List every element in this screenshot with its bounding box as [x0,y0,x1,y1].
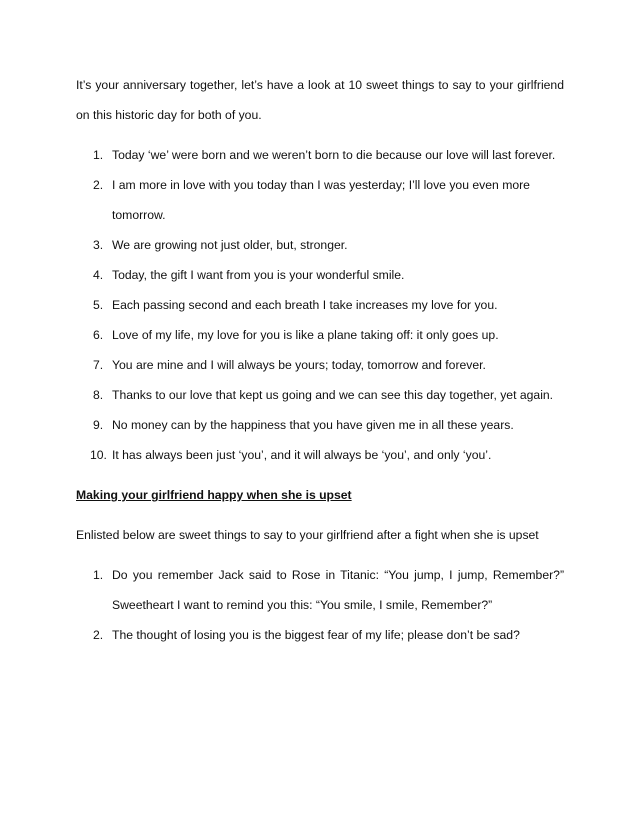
list-text: Today ‘we’ were born and we weren’t born to die because our love will last forever. [112,148,556,162]
list-item [76,410,564,440]
section-heading: Making your girlfriend happy when she is upset [76,488,352,502]
document-page [76,70,564,660]
intro-paragraph: It’s your anniversary together, let’s have a look at 10 sweet things to say to your girlfriend on this historic day for both of you. [76,78,564,122]
list-item [76,560,564,620]
list-number: 8. [93,388,104,402]
list-number: 5. [93,298,104,312]
list-text: Each passing second and each breath I take increases my love for you. [112,298,498,312]
list-item [76,320,564,350]
list-item [76,440,564,470]
list-text: Today, the gift I want from you is your wonderful smile. [112,268,405,282]
list-number: 1. [93,568,104,582]
list-number: 2. [93,628,104,642]
list-item [76,140,564,170]
list-item [76,170,564,230]
list-number: 4. [93,268,104,282]
section-intro-paragraph: Enlisted below are sweet things to say to your girlfriend after a fight when she is upset [76,528,539,542]
list-item [76,350,564,380]
list-text: The thought of losing you is the biggest fear of my life; please don’t be sad? [112,628,520,642]
list-text: It has always been just ‘you’, and it will always be ‘you’, and only ‘you’. [112,448,492,462]
list-item [76,620,564,650]
list-item [76,260,564,290]
list-number: 1. [93,148,104,162]
list-text: We are growing not just older, but, stronger. [112,238,348,252]
list-text: You are mine and I will always be yours; today, tomorrow and forever. [112,358,486,372]
list-text: Love of my life, my love for you is like a plane taking off: it only goes up. [112,328,499,342]
list-number: 9. [93,418,104,432]
list-number: 10. [90,448,107,462]
list-text: No money can by the happiness that you have given me in all these years. [112,418,514,432]
list-item [76,230,564,260]
anniversary-list [76,140,564,470]
list-number: 7. [93,358,104,372]
list-number: 3. [93,238,104,252]
list-item [76,290,564,320]
list-text: Do you remember Jack said to Rose in Titanic: “You jump, I jump, Remember?” Sweetheart I want to remind you this: “You smile, I smile, Remember?” [112,568,564,612]
list-text: I am more in love with you today than I was yesterday; I’ll love you even more tomorrow. [112,178,530,222]
list-item [76,380,564,410]
list-number: 2. [93,178,104,192]
list-number: 6. [93,328,104,342]
list-text: Thanks to our love that kept us going and we can see this day together, yet again. [112,388,554,402]
upset-list [76,560,564,650]
